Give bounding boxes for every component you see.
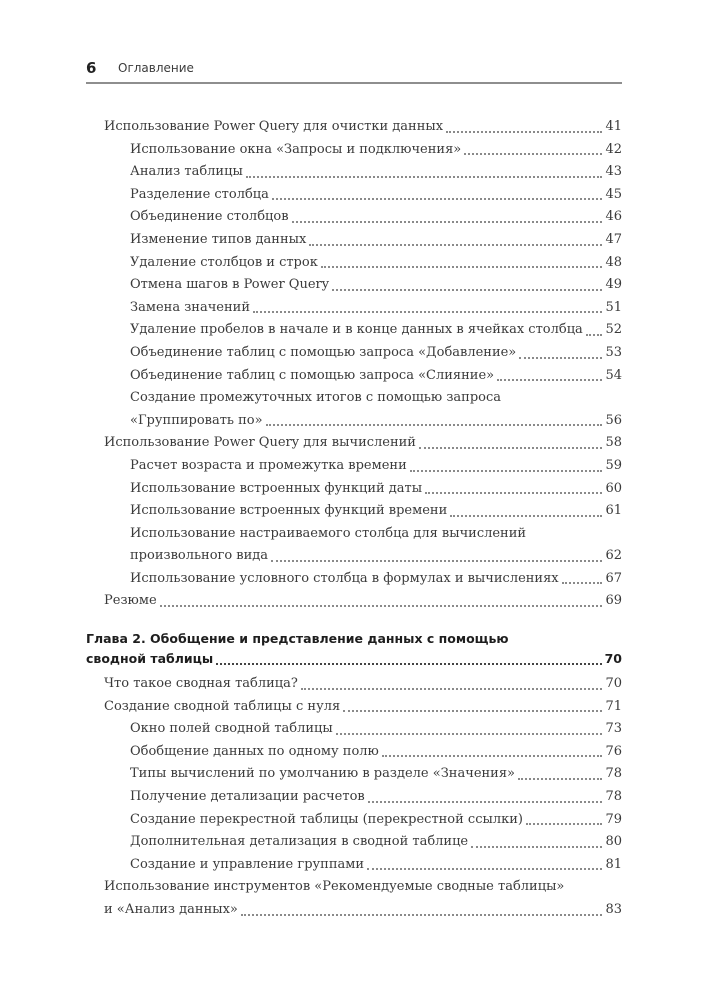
toc-entry-page: 53 — [605, 344, 622, 360]
toc-entry[interactable] — [86, 432, 622, 455]
toc-entry[interactable] — [86, 786, 622, 809]
toc-entry[interactable] — [86, 274, 622, 297]
toc-entry[interactable] — [86, 229, 622, 252]
toc-entry-title: Разделение столбца — [130, 186, 269, 202]
toc-entry-title: Использование условного столбца в формулах и вычислениях — [130, 570, 559, 586]
toc-entry-page: 73 — [605, 721, 622, 737]
dot-leader — [382, 742, 603, 757]
chapter-title-line-2: сводной таблицы — [86, 651, 214, 667]
toc-entry[interactable] — [86, 161, 622, 184]
dot-leader — [321, 253, 603, 268]
toc-entry-title-line-2: «Группировать по» — [130, 412, 263, 428]
toc-entry[interactable] — [86, 568, 622, 591]
toc-entry-page: 60 — [605, 480, 622, 496]
toc-entry-page: 69 — [605, 593, 622, 609]
toc-entry[interactable] — [86, 876, 622, 921]
toc-entry-title: Замена значений — [130, 299, 250, 315]
toc-chapter-heading[interactable] — [86, 629, 622, 669]
table-of-contents — [86, 116, 622, 922]
toc-entry[interactable] — [86, 500, 622, 523]
toc-entry[interactable] — [86, 206, 622, 229]
toc-entry-page: 41 — [605, 119, 622, 134]
toc-entry-page: 62 — [605, 548, 622, 564]
toc-entry-title: Использование окна «Запросы и подключения» — [130, 141, 462, 157]
toc-entry-page: 78 — [605, 789, 622, 805]
toc-entry-title: Удаление пробелов в начале и в конце данных в ячейках столбца — [130, 322, 583, 338]
toc-entry-title-line-2: и «Анализ данных» — [104, 902, 238, 917]
toc-entry[interactable] — [86, 590, 622, 613]
toc-entry-title: Использование встроенных функций времени — [130, 503, 448, 519]
toc-entry-page: 70 — [605, 676, 622, 692]
dot-leader — [526, 810, 603, 825]
toc-entry-page: 49 — [605, 277, 622, 293]
dot-leader — [446, 118, 602, 133]
dot-leader — [586, 321, 603, 336]
toc-entry-title-line-1: Использование настраиваемого столбца для вычислений — [130, 525, 527, 541]
toc-entry-page: 67 — [605, 570, 622, 586]
toc-entry[interactable] — [86, 741, 622, 764]
toc-entry-page: 42 — [605, 141, 622, 157]
toc-entry-title: Окно полей сводной таблицы — [130, 721, 333, 737]
dot-leader — [301, 675, 603, 690]
toc-entry[interactable] — [86, 809, 622, 832]
toc-entry-title: Удаление столбцов и строк — [130, 254, 318, 270]
toc-entry-title: Создание перекрестной таблицы (перекрестной ссылки) — [130, 811, 523, 827]
toc-entry[interactable] — [86, 455, 622, 478]
toc-entry[interactable] — [86, 673, 622, 696]
toc-entry-page: 45 — [605, 186, 622, 202]
toc-entry[interactable] — [86, 387, 622, 432]
toc-entry-title: Расчет возраста и промежутка времени — [130, 457, 407, 473]
toc-entry[interactable] — [86, 523, 622, 568]
toc-entry-title: Создание и управление группами — [130, 856, 365, 872]
toc-entry-title: Отмена шагов в Power Query — [130, 277, 330, 293]
dot-leader — [246, 163, 603, 178]
dot-leader — [497, 366, 602, 381]
dot-leader — [367, 855, 602, 870]
toc-entry[interactable] — [86, 184, 622, 207]
dot-leader — [272, 185, 603, 200]
dot-leader — [450, 502, 602, 517]
toc-entry-title: Обобщение данных по одному полю — [130, 743, 379, 759]
toc-entry-title-line-1: Создание промежуточных итогов с помощью запроса — [130, 390, 502, 406]
dot-leader — [332, 276, 602, 291]
chapter-spacer — [86, 613, 622, 629]
dot-leader — [309, 231, 602, 246]
toc-entry-page: 59 — [605, 457, 622, 473]
toc-entry[interactable] — [86, 319, 622, 342]
toc-entry-title: Дополнительная детализация в сводной таблице — [130, 834, 469, 850]
toc-entry-page: 56 — [605, 412, 622, 428]
toc-entry-title-line-2: произвольного вида — [130, 548, 269, 564]
toc-entry-page: 80 — [605, 834, 622, 850]
toc-entry-title: Объединение таблиц с помощью запроса «Добавление» — [130, 344, 517, 360]
toc-entry-title: Использование Power Query для очистки данных — [104, 119, 444, 134]
toc-entry-title: Использование Power Query для вычислений — [104, 435, 416, 451]
page-header — [86, 58, 622, 84]
toc-entry-title: Объединение таблиц с помощью запроса «Слияние» — [130, 367, 495, 383]
toc-entry-title: Получение детализации расчетов — [130, 789, 365, 805]
chapter-page: 70 — [604, 651, 622, 667]
toc-entry-page: 79 — [605, 811, 622, 827]
dot-leader — [419, 434, 602, 449]
dot-leader — [368, 788, 603, 803]
toc-entry[interactable] — [86, 139, 622, 162]
toc-entry[interactable] — [86, 854, 622, 877]
toc-entry-page: 61 — [605, 503, 622, 519]
toc-entry-title-line-1: Использование инструментов «Рекомендуемые сводные таблицы» — [104, 879, 565, 895]
toc-entry[interactable] — [86, 763, 622, 786]
toc-entry[interactable] — [86, 365, 622, 388]
dot-leader — [471, 833, 602, 848]
toc-entry-page: 54 — [605, 367, 622, 383]
dot-leader — [271, 547, 602, 562]
toc-entry-page: 51 — [605, 299, 622, 315]
dot-leader — [425, 479, 602, 494]
dot-leader — [160, 592, 603, 607]
toc-entry-page: 81 — [605, 856, 622, 872]
toc-entry[interactable] — [86, 718, 622, 741]
toc-entry[interactable] — [86, 831, 622, 854]
dot-leader — [216, 651, 601, 666]
toc-entry[interactable] — [86, 297, 622, 320]
dot-leader — [253, 298, 602, 313]
dot-leader — [241, 901, 603, 916]
toc-entry[interactable] — [86, 116, 622, 139]
toc-entry-page: 83 — [605, 902, 622, 917]
chapter-title-line-1: Глава 2. Обобщение и представление данных с помощью — [86, 631, 509, 647]
toc-entry-page: 43 — [605, 164, 622, 180]
page-number: 6 — [86, 59, 97, 77]
running-title: Оглавление — [118, 61, 194, 75]
toc-entry-title: Что такое сводная таблица? — [104, 676, 298, 692]
toc-entry-title: Использование встроенных функций даты — [130, 480, 423, 496]
dot-leader — [519, 344, 602, 359]
toc-entry-page: 47 — [605, 231, 622, 247]
toc-entry-title: Объединение столбцов — [130, 209, 289, 225]
toc-entry[interactable] — [86, 342, 622, 365]
toc-entry-page: 46 — [605, 209, 622, 225]
dot-leader — [336, 720, 603, 735]
toc-entry-page: 48 — [605, 254, 622, 270]
toc-entry[interactable] — [86, 252, 622, 275]
toc-entry-page: 71 — [605, 698, 622, 714]
toc-entry-page: 76 — [605, 743, 622, 759]
toc-entry-title: Резюме — [104, 593, 157, 609]
toc-entry[interactable] — [86, 478, 622, 501]
dot-leader — [266, 411, 603, 426]
toc-entry-title: Типы вычислений по умолчанию в разделе «Значения» — [130, 766, 515, 782]
dot-leader — [343, 697, 602, 712]
dot-leader — [562, 569, 603, 584]
dot-leader — [518, 765, 602, 780]
toc-entry-page: 58 — [605, 435, 622, 451]
toc-entry-page: 78 — [605, 766, 622, 782]
toc-entry-page: 52 — [605, 322, 622, 338]
dot-leader — [292, 208, 603, 223]
toc-entry-title: Создание сводной таблицы с нуля — [104, 698, 341, 714]
toc-entry[interactable] — [86, 696, 622, 719]
toc-entry-title: Анализ таблицы — [130, 164, 243, 180]
dot-leader — [410, 457, 603, 472]
toc-entry-title: Изменение типов данных — [130, 231, 307, 247]
dot-leader — [464, 140, 602, 155]
